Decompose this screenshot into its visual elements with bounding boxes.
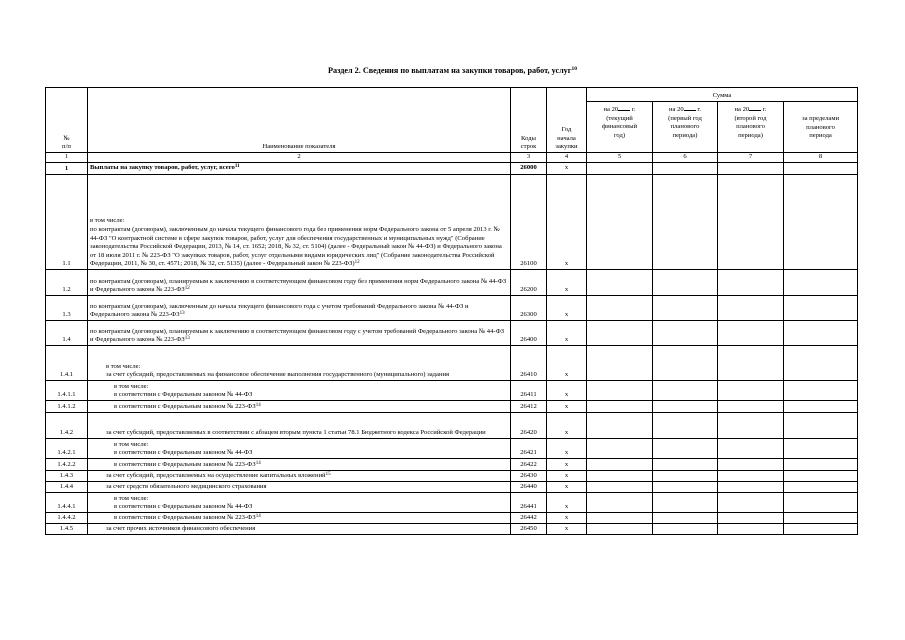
row-year: x xyxy=(547,513,587,524)
row-code: 26410 xyxy=(511,346,547,381)
row-sum-cell xyxy=(784,524,858,535)
header-sum-col-pre: на 20 xyxy=(603,106,619,113)
row-code: 26412 xyxy=(511,401,547,413)
row-name-text: по контрактам (договорам), заключенным до начала текущего финансового года с учетом требований Федерального закона № 44-ФЗ и Федерального закона № 223-ФЗ xyxy=(90,302,469,319)
row-sum-cell xyxy=(784,459,858,471)
table-row xyxy=(46,175,858,270)
row-sum-cell xyxy=(587,381,653,401)
row-sum-cell xyxy=(653,493,718,513)
row-name xyxy=(88,459,511,471)
row-sum-cell xyxy=(718,471,784,482)
header-sum-col-post: г. xyxy=(630,106,636,113)
row-sum-cell xyxy=(718,413,784,439)
row-sum-cell xyxy=(784,413,858,439)
row-number: 1.4.2 xyxy=(46,413,88,439)
row-sum-cell xyxy=(718,493,784,513)
row-name xyxy=(88,471,511,482)
header-sum-col-year xyxy=(655,104,715,115)
row-year: x xyxy=(547,163,587,175)
row-sum-cell xyxy=(718,482,784,493)
row-year: x xyxy=(547,381,587,401)
row-sum-cell xyxy=(718,459,784,471)
row-code: 26100 xyxy=(511,175,547,270)
header-year: Год начала закупки xyxy=(547,88,587,153)
table-row xyxy=(46,459,858,471)
row-name-text: в том числе: в соответствии с Федеральным законом № 44-ФЗ xyxy=(114,494,253,511)
header-sum-col-4 xyxy=(784,102,858,153)
row-number: 1.3 xyxy=(46,296,88,321)
row-number: 1 xyxy=(46,163,88,175)
header-sum-col-post: г. xyxy=(761,106,767,113)
header-sum-col-year xyxy=(720,104,781,115)
row-sum-cell xyxy=(718,175,784,270)
row-name-text: по контрактам (договорам), планируемым к заключению в соответствующем финансовом году с учетом требований Федерального закона № 44-ФЗ и Федерального закона № 223-ФЗ xyxy=(90,327,505,344)
row-sum-cell xyxy=(587,270,653,296)
row-sum-cell xyxy=(653,381,718,401)
row-name xyxy=(88,524,511,535)
row-year: x xyxy=(547,471,587,482)
year-blank xyxy=(618,104,630,111)
row-name-text: в том числе: в соответствии с Федеральным законом № 44-ФЗ xyxy=(114,382,253,399)
row-footnote: 15 xyxy=(325,472,331,478)
header-no: № п/п xyxy=(46,88,88,153)
row-sum-cell xyxy=(653,524,718,535)
row-sum-cell xyxy=(587,296,653,321)
row-sum-cell xyxy=(587,493,653,513)
row-year: x xyxy=(547,346,587,381)
row-number: 1.4.2.1 xyxy=(46,439,88,459)
row-sum-cell xyxy=(587,513,653,524)
header-sum-col-2 xyxy=(653,102,718,153)
row-name xyxy=(88,321,511,346)
table-row xyxy=(46,413,858,439)
row-year: x xyxy=(547,459,587,471)
section-title xyxy=(0,66,905,75)
row-number: 1.4.4.2 xyxy=(46,513,88,524)
row-code: 26300 xyxy=(511,296,547,321)
row-footnote: 13 xyxy=(179,311,185,317)
row-sum-cell xyxy=(587,346,653,381)
row-year: x xyxy=(547,413,587,439)
row-sum-cell xyxy=(653,321,718,346)
row-number: 1.4.3 xyxy=(46,471,88,482)
row-code: 26400 xyxy=(511,321,547,346)
row-footnote: 14 xyxy=(255,403,261,409)
row-footnote: 14 xyxy=(255,514,261,520)
row-sum-cell xyxy=(784,471,858,482)
row-code: 26442 xyxy=(511,513,547,524)
row-number: 1.4.4 xyxy=(46,482,88,493)
row-name-text: в соответствии с Федеральным законом № 223-ФЗ xyxy=(114,403,256,411)
row-name-text: в том числе: по контрактам (договорам), заключенным до начала текущего финансового года без применения норм Федерального закона от 5 апреля 2013 г. № 44-ФЗ "О контрактной системе в сфере закупок товаров, работ, услуг для обеспечения государственных и муниципальных нужд" (Собрание законодательства Российской Федерации, 2013, № 14, ст. 1652; 2018, № 32, ст. 5104) (далее - Федеральный закон № 44-ФЗ) и Федерального закона от 18 июля 2011 г. № 223-ФЗ "О закупках товаров, работ, услуг отдельными видами юридических лиц" (Собрание законодательства Российской Федерации, 2011, № 30, ст. 4571; 2018, № 32, ст. 5135) (далее - Федеральный закон № 223-ФЗ) xyxy=(90,217,502,268)
row-sum-cell xyxy=(784,321,858,346)
row-code: 26420 xyxy=(511,413,547,439)
row-year: x xyxy=(547,270,587,296)
row-number: 1.4.1.1 xyxy=(46,381,88,401)
row-year: x xyxy=(547,175,587,270)
row-sum-cell xyxy=(784,163,858,175)
row-name xyxy=(88,381,511,401)
row-sum-cell xyxy=(718,296,784,321)
row-year: x xyxy=(547,401,587,413)
column-number-4: 4 xyxy=(547,153,587,163)
header-row-1 xyxy=(46,88,858,102)
year-blank xyxy=(684,104,696,111)
table-row xyxy=(46,482,858,493)
table-row xyxy=(46,513,858,524)
row-sum-cell xyxy=(784,482,858,493)
row-sum-cell xyxy=(587,524,653,535)
row-sum-cell xyxy=(587,459,653,471)
row-sum-cell xyxy=(784,346,858,381)
row-number: 1.4.2.2 xyxy=(46,459,88,471)
row-number: 1.4 xyxy=(46,321,88,346)
row-sum-cell xyxy=(653,439,718,459)
row-number: 1.4.4.1 xyxy=(46,493,88,513)
row-name-text: в том числе: за счет субсидий, предоставляемых на финансовое обеспечение выполнения государственного (муниципального) задания xyxy=(106,362,450,379)
row-sum-cell xyxy=(718,346,784,381)
row-name-text: за счет прочих источников финансового обеспечения xyxy=(106,525,256,533)
row-name-text: в соответствии с Федеральным законом № 223-ФЗ xyxy=(114,514,256,522)
row-name xyxy=(88,270,511,296)
header-sum-col-1 xyxy=(587,102,653,153)
row-sum-cell xyxy=(587,439,653,459)
row-number: 1.4.1.2 xyxy=(46,401,88,413)
row-sum-cell xyxy=(784,296,858,321)
row-year: x xyxy=(547,296,587,321)
row-sum-cell xyxy=(653,175,718,270)
row-sum-cell xyxy=(587,482,653,493)
section-title-footnote: 10 xyxy=(571,66,577,72)
row-name xyxy=(88,175,511,270)
row-sum-cell xyxy=(784,401,858,413)
row-sum-cell xyxy=(587,163,653,175)
column-number-5: 5 xyxy=(587,153,653,163)
table-row xyxy=(46,163,858,175)
row-code: 26421 xyxy=(511,439,547,459)
header-name: Наименование показателя xyxy=(88,88,511,153)
row-name xyxy=(88,413,511,439)
row-sum-cell xyxy=(784,381,858,401)
row-year: x xyxy=(547,524,587,535)
header-sum-col-sub: (текущий финансовый год) xyxy=(601,114,638,139)
table-row xyxy=(46,493,858,513)
row-code: 26200 xyxy=(511,270,547,296)
payments-table xyxy=(45,87,858,535)
column-number-2: 2 xyxy=(88,153,511,163)
row-name-text: за счет средств обязательного медицинского страхования xyxy=(106,483,267,491)
row-year: x xyxy=(547,439,587,459)
row-sum-cell xyxy=(653,296,718,321)
section-title-text: Раздел 2. Сведения по выплатам на закупки товаров, работ, услуг xyxy=(327,66,572,75)
row-footnote: 13 xyxy=(184,336,190,342)
row-footnote: 14 xyxy=(255,461,261,467)
header-code: Коды строк xyxy=(511,88,547,153)
header-sum-col-year xyxy=(589,104,650,115)
row-year: x xyxy=(547,321,587,346)
row-sum-cell xyxy=(718,439,784,459)
row-sum-cell xyxy=(718,321,784,346)
header-sum-col-post: г. xyxy=(695,106,701,113)
row-code: 26430 xyxy=(511,471,547,482)
row-sum-cell xyxy=(587,175,653,270)
table-row xyxy=(46,270,858,296)
column-number-7: 7 xyxy=(718,153,784,163)
row-sum-cell xyxy=(784,175,858,270)
header-sum-col-sub: (второй год планового периода) xyxy=(734,114,767,139)
row-name xyxy=(88,296,511,321)
row-sum-cell xyxy=(784,513,858,524)
table-row xyxy=(46,401,858,413)
column-number-3: 3 xyxy=(511,153,547,163)
header-sum-col-sub: за пределами планового периода xyxy=(802,115,840,140)
row-year: x xyxy=(547,493,587,513)
header-sum-col-pre: на 20 xyxy=(669,106,684,113)
row-sum-cell xyxy=(653,401,718,413)
row-sum-cell xyxy=(653,459,718,471)
row-sum-cell xyxy=(653,482,718,493)
row-sum-cell xyxy=(587,413,653,439)
header-sum-col-3 xyxy=(718,102,784,153)
row-sum-cell xyxy=(718,270,784,296)
row-sum-cell xyxy=(587,321,653,346)
row-sum-cell xyxy=(653,346,718,381)
row-name xyxy=(88,346,511,381)
row-code: 26000 xyxy=(511,163,547,175)
row-sum-cell xyxy=(718,401,784,413)
table-row xyxy=(46,471,858,482)
row-sum-cell xyxy=(653,270,718,296)
column-number-8: 8 xyxy=(784,153,858,163)
row-sum-cell xyxy=(784,270,858,296)
row-name-text: за счет субсидий, предоставляемых на осуществление капитальных вложений xyxy=(106,472,326,480)
row-name xyxy=(88,163,511,175)
row-name xyxy=(88,482,511,493)
table-row xyxy=(46,346,858,381)
row-name-text: в соответствии с Федеральным законом № 223-ФЗ xyxy=(114,461,256,469)
row-sum-cell xyxy=(718,513,784,524)
table-row xyxy=(46,381,858,401)
table-row xyxy=(46,296,858,321)
table-row xyxy=(46,524,858,535)
row-year: x xyxy=(547,482,587,493)
table-row xyxy=(46,321,858,346)
row-number: 1.4.1 xyxy=(46,346,88,381)
row-name xyxy=(88,439,511,459)
row-sum-cell xyxy=(784,439,858,459)
row-sum-cell xyxy=(718,524,784,535)
column-number-1: 1 xyxy=(46,153,88,163)
row-number: 1.1 xyxy=(46,175,88,270)
table-row xyxy=(46,439,858,459)
row-sum-cell xyxy=(784,493,858,513)
row-footnote: 12 xyxy=(184,286,190,292)
row-sum-cell xyxy=(653,163,718,175)
header-sum-col-sub: (первый год планового периода) xyxy=(668,114,702,139)
row-sum-cell xyxy=(718,163,784,175)
row-name-text: в том числе: в соответствии с Федеральным законом № 44-ФЗ xyxy=(114,440,253,457)
header-number-row xyxy=(46,153,858,163)
row-footnote: 12 xyxy=(354,260,360,266)
row-code: 26440 xyxy=(511,482,547,493)
row-name xyxy=(88,513,511,524)
header-sum-col-pre: на 20 xyxy=(734,106,750,113)
row-code: 26422 xyxy=(511,459,547,471)
row-number: 1.4.5 xyxy=(46,524,88,535)
row-name xyxy=(88,401,511,413)
row-sum-cell xyxy=(718,381,784,401)
year-blank xyxy=(749,104,761,111)
row-sum-cell xyxy=(653,513,718,524)
row-name-text: по контрактам (договорам), планируемым к заключению в соответствующем финансовом году без применения норм Федерального закона № 44-ФЗ и Федерального закона № 223-ФЗ xyxy=(90,277,507,294)
header-sum: Сумма xyxy=(587,88,858,102)
row-sum-cell xyxy=(587,471,653,482)
row-name-text: Выплаты на закупку товаров, работ, услуг, всего xyxy=(90,164,235,172)
column-number-6: 6 xyxy=(653,153,718,163)
row-code: 26411 xyxy=(511,381,547,401)
row-sum-cell xyxy=(653,413,718,439)
row-code: 26450 xyxy=(511,524,547,535)
row-sum-cell xyxy=(587,401,653,413)
row-sum-cell xyxy=(653,471,718,482)
row-number: 1.2 xyxy=(46,270,88,296)
row-footnote: 11 xyxy=(234,164,240,170)
row-name-text: за счет субсидий, предоставляемых в соответствии с абзацем вторым пункта 1 статьи 78.1 Бюджетного кодекса Российской Федерации xyxy=(106,429,486,437)
row-name xyxy=(88,493,511,513)
row-code: 26441 xyxy=(511,493,547,513)
